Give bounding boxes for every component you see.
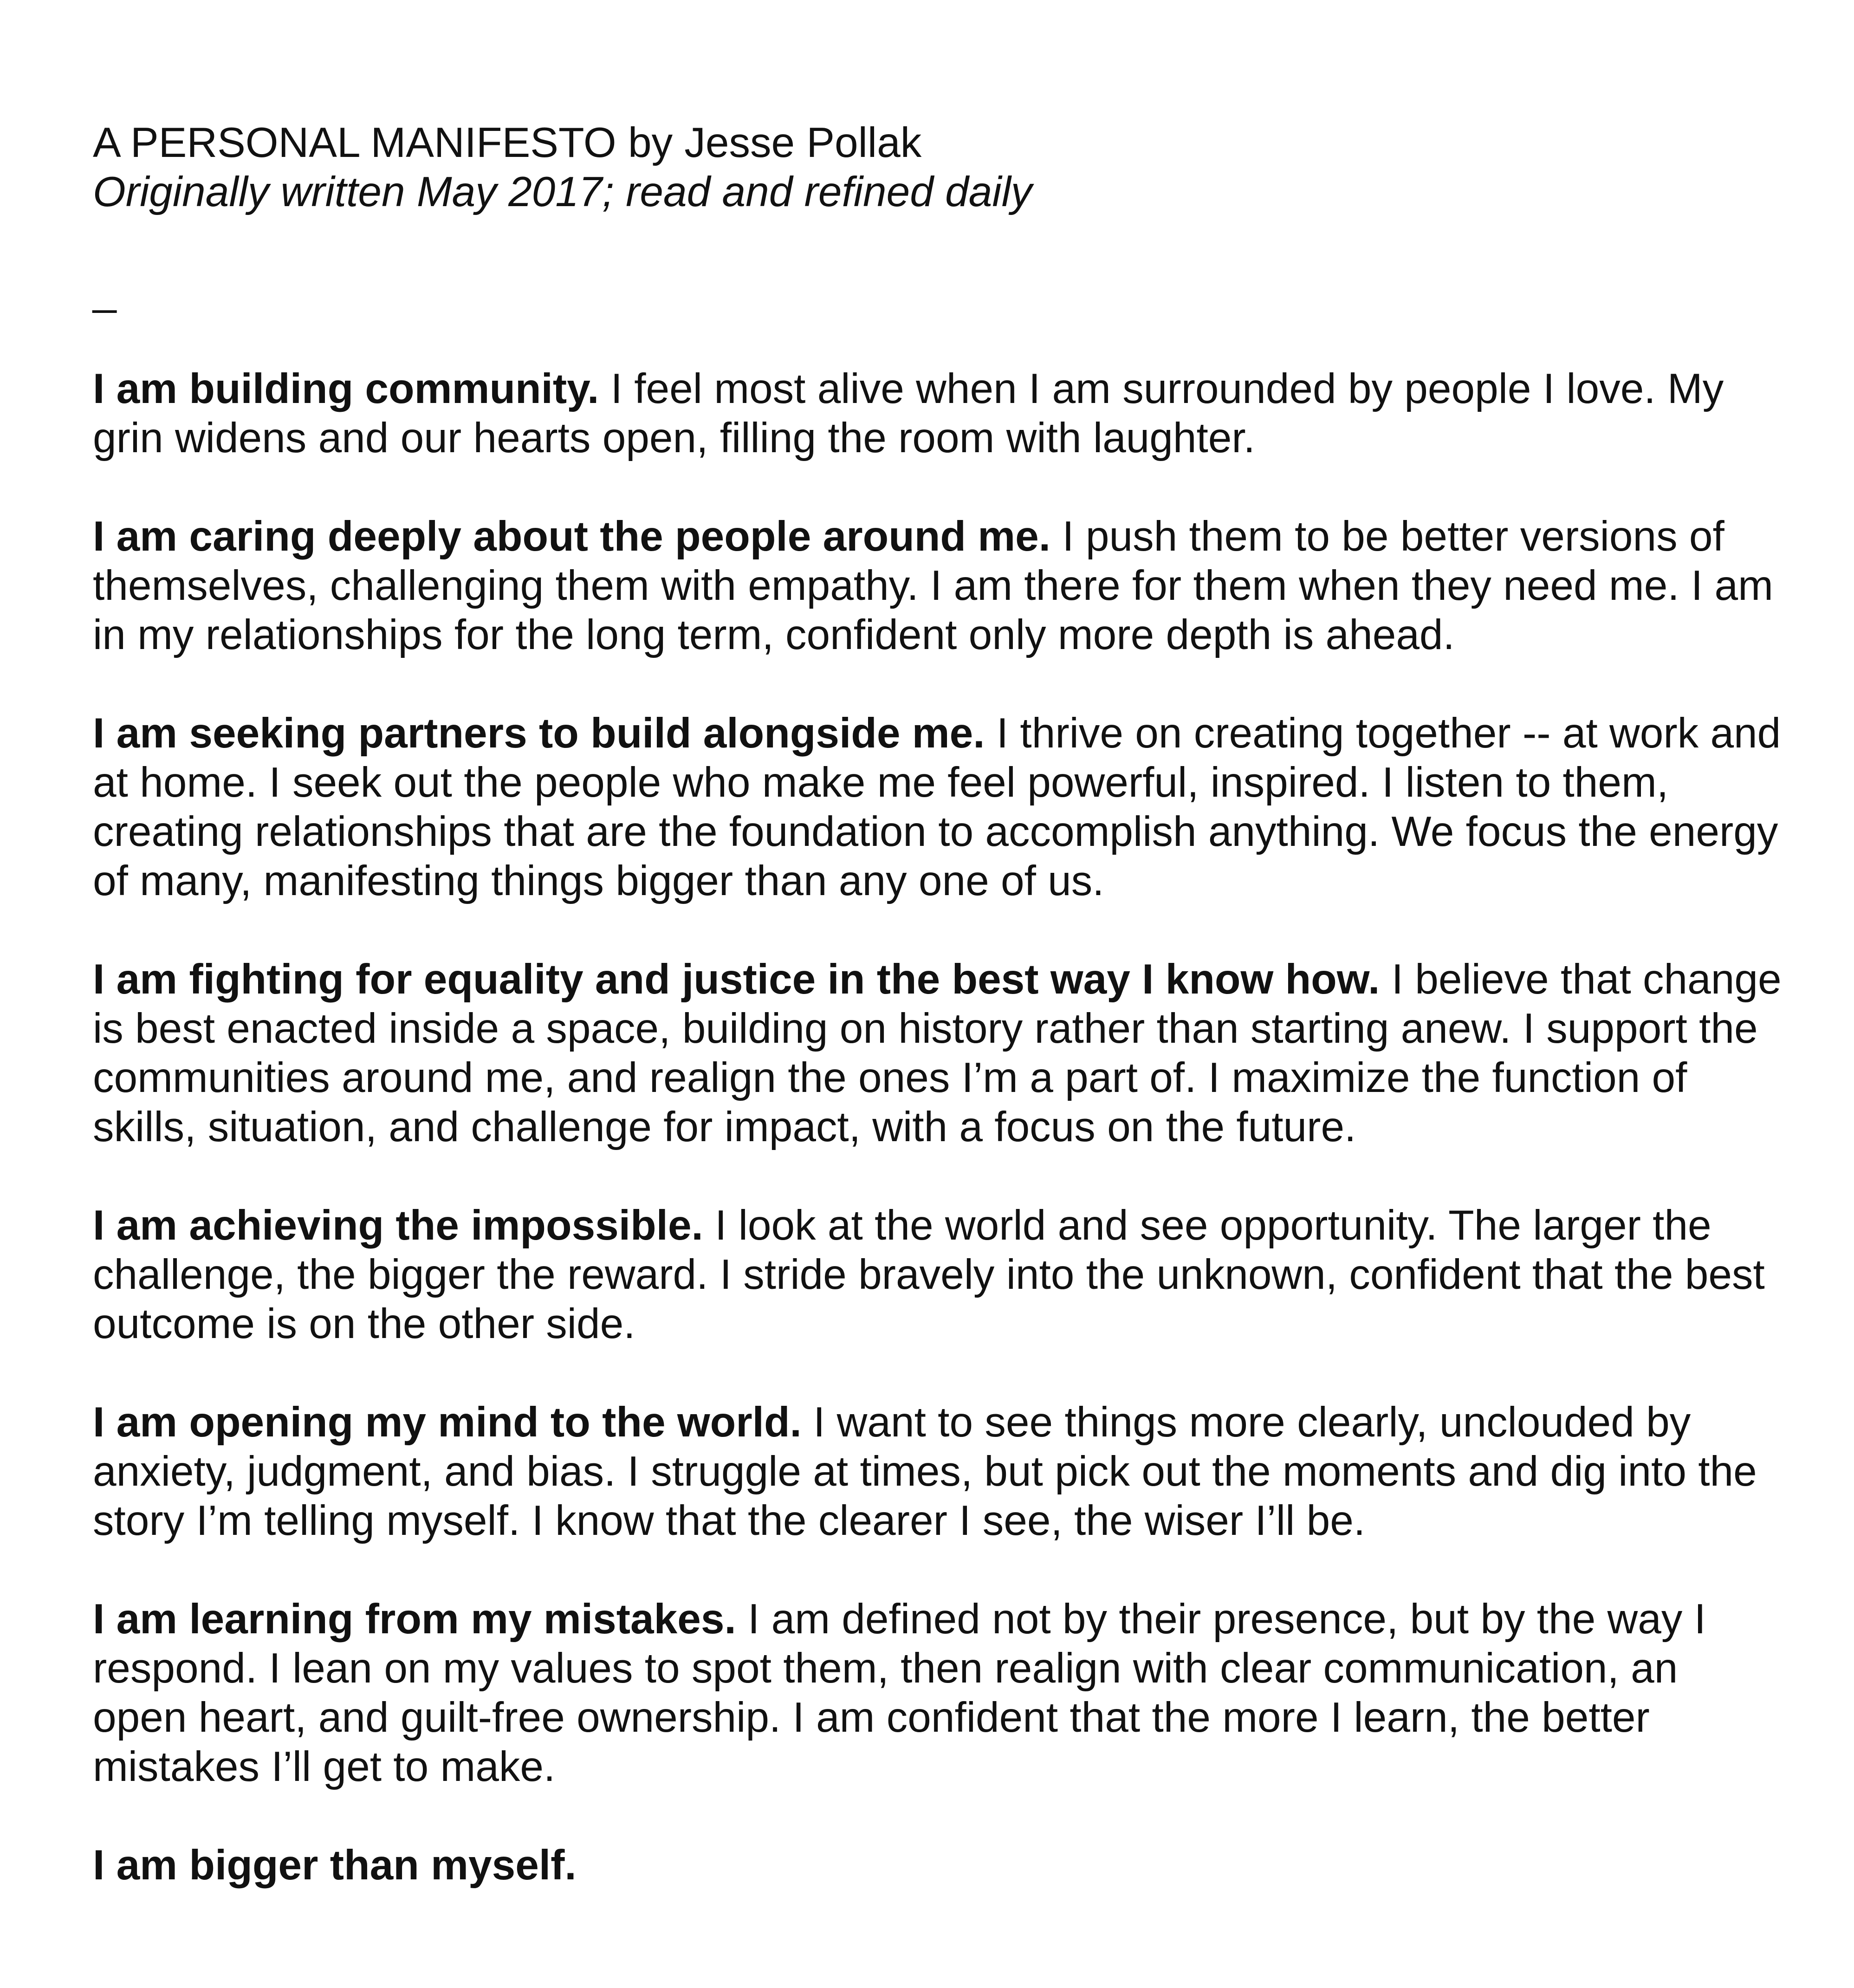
paragraph-lead: I am opening my mind to the world. bbox=[93, 1399, 802, 1446]
document-subtitle: Originally written May 2017; read and refined daily bbox=[93, 169, 1032, 215]
paragraph-body: I believe that change is best enacted inside a space, building on history rather than starting anew. I support the communities around me, and realign the ones I’m a part of. I maximize the function of skills, situation, and challenge for impact, with a focus on the future. bbox=[93, 956, 1782, 1150]
paragraph-lead: I am fighting for equality and justice in the best way I know how. bbox=[93, 956, 1380, 1003]
paragraph-lead: I am learning from my mistakes. bbox=[93, 1596, 736, 1643]
manifesto-paragraph bbox=[93, 364, 1783, 463]
paragraph-body: I look at the world and see opportunity. The larger the challenge, the bigger the reward. I stride bravely into the unknown, confident that the best outcome is on the other side. bbox=[93, 1202, 1765, 1347]
paragraph-lead: I am seeking partners to build alongside me. bbox=[93, 710, 985, 757]
manifesto-paragraph bbox=[93, 955, 1783, 1152]
paragraph-body: I am defined not by their presence, but by the way I respond. I lean on my values to spot them, then realign with clear communication, an open heart, and guilt-free ownership. I am confident that the more I learn, the better mistakes I’ll get to make. bbox=[93, 1596, 1706, 1790]
paragraph-lead: I am achieving the impossible. bbox=[93, 1202, 703, 1249]
paragraph-body: I feel most alive when I am surrounded by people I love. My grin widens and our hearts open, filling the room with laughter. bbox=[93, 365, 1724, 461]
manifesto-paragraph bbox=[93, 709, 1783, 906]
paragraph-lead: I am caring deeply about the people around me. bbox=[93, 513, 1051, 560]
manifesto-paragraph bbox=[93, 1595, 1783, 1792]
paragraph-body: I want to see things more clearly, unclouded by anxiety, judgment, and bias. I struggle at times, but pick out the moments and dig into the story I’m telling myself. I know that the clearer I see, the wiser I’ll be. bbox=[93, 1399, 1757, 1544]
document-title: A PERSONAL MANIFESTO by Jesse Pollak bbox=[93, 119, 922, 166]
manifesto-paragraph bbox=[93, 1398, 1783, 1546]
section-divider: _ bbox=[93, 267, 117, 314]
manifesto-document bbox=[93, 118, 1783, 1890]
paragraph-body: I push them to be better versions of themselves, challenging them with empathy. I am there for them when they need me. I am in my relationships for the long term, confident only more depth is ahead. bbox=[93, 513, 1773, 658]
manifesto-paragraph bbox=[93, 512, 1783, 660]
paragraph-body: I thrive on creating together -- at work and at home. I seek out the people who make me feel powerful, inspired. I listen to them, creating relationships that are the foundation to accomplish anything. We focus the energy of many, manifesting things bigger than any one of us. bbox=[93, 710, 1781, 904]
paragraph-lead: I am bigger than myself. bbox=[93, 1842, 577, 1889]
paragraph-lead: I am building community. bbox=[93, 365, 599, 412]
manifesto-paragraph bbox=[93, 1201, 1783, 1349]
manifesto-paragraph bbox=[93, 1841, 1783, 1890]
